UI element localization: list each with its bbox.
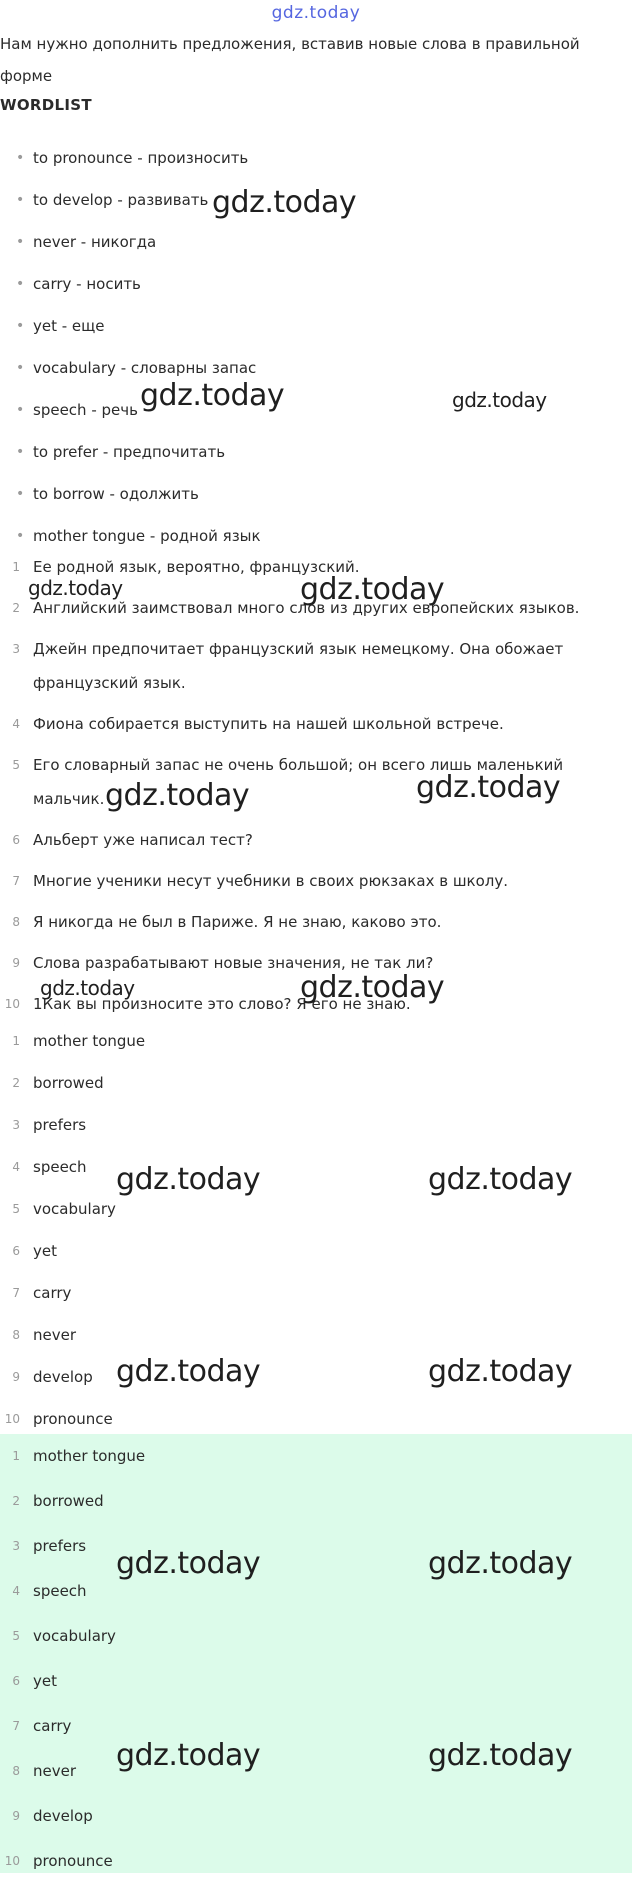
watermark: gdz.today (28, 576, 123, 600)
item-number: 10 (4, 997, 20, 1011)
answer-item (0, 1839, 632, 1884)
translation-item (0, 632, 593, 707)
bullet-icon: • (16, 150, 25, 166)
answer-item (0, 1314, 632, 1356)
wordlist-item-text: never - никогда (33, 233, 157, 251)
item-number: 5 (12, 1629, 20, 1643)
bullet-icon: • (16, 276, 25, 292)
item-number: 6 (12, 833, 20, 847)
translation-text: Многие ученики несут учебники в своих рюкзаках в школу. (33, 872, 509, 890)
answer-text: vocabulary (33, 1200, 116, 1218)
wordlist-item-text: to pronounce - произносить (33, 149, 249, 167)
item-number: 10 (4, 1412, 20, 1426)
answer-item (0, 1614, 632, 1659)
wordlist-item (0, 137, 632, 179)
answer-item (0, 1569, 632, 1614)
answer-text: borrowed (33, 1492, 104, 1510)
watermark: gdz.today (116, 1738, 261, 1773)
item-number: 8 (12, 1764, 20, 1778)
translation-text: 1Как вы произносите это слово? Я его не знаю. (33, 995, 411, 1013)
watermark: gdz.today (212, 185, 357, 220)
item-number: 7 (12, 1719, 20, 1733)
watermark: gdz.today (105, 778, 250, 813)
answer-item (0, 1188, 632, 1230)
wordlist-item (0, 221, 632, 263)
answer-text: speech (33, 1158, 87, 1176)
item-number: 3 (12, 1118, 20, 1132)
answer-text: yet (33, 1242, 57, 1260)
highlighted-answer-list (0, 1434, 632, 1884)
bullet-icon: • (16, 486, 25, 502)
bullet-icon: • (16, 444, 25, 460)
answer-item (0, 1104, 632, 1146)
translation-text: Слова разрабатывают новые значения, не так ли? (33, 954, 434, 972)
watermark: gdz.today (452, 388, 547, 412)
item-number: 10 (4, 1854, 20, 1868)
item-number: 1 (12, 1034, 20, 1048)
watermark: gdz.today (140, 378, 285, 413)
bullet-icon: • (16, 192, 25, 208)
answer-list (0, 1020, 632, 1440)
translation-item (0, 823, 593, 864)
item-number: 5 (12, 1202, 20, 1216)
item-number: 7 (12, 1286, 20, 1300)
watermark: gdz.today (116, 1162, 261, 1197)
wordlist-item-text: mother tongue - родной язык (33, 527, 261, 545)
wordlist-item-text: vocabulary - словарны запас (33, 359, 257, 377)
answer-text: speech (33, 1582, 87, 1600)
wordlist-item (0, 389, 632, 431)
item-number: 4 (12, 1584, 20, 1598)
answer-text: never (33, 1326, 77, 1344)
answer-text: pronounce (33, 1410, 113, 1428)
item-number: 6 (12, 1244, 20, 1258)
item-number: 1 (12, 1449, 20, 1463)
translation-text: Ее родной язык, вероятно, французский. (33, 558, 360, 576)
item-number: 2 (12, 1076, 20, 1090)
answer-item (0, 1020, 632, 1062)
translation-text: Я никогда не был в Париже. Я не знаю, каково это. (33, 913, 442, 931)
wordlist-item (0, 431, 632, 473)
answer-item (0, 1356, 632, 1398)
bullet-icon: • (16, 234, 25, 250)
wordlist-item-text: carry - носить (33, 275, 141, 293)
item-number: 4 (12, 717, 20, 731)
answer-text: borrowed (33, 1074, 104, 1092)
wordlist-item (0, 473, 632, 515)
answer-text: vocabulary (33, 1627, 116, 1645)
item-number: 2 (12, 601, 20, 615)
answer-text: mother tongue (33, 1447, 146, 1465)
answer-item (0, 1794, 632, 1839)
answer-text: yet (33, 1672, 57, 1690)
answer-item (0, 1479, 632, 1524)
wordlist-item-text: to prefer - предпочитать (33, 443, 226, 461)
answer-text: develop (33, 1368, 93, 1386)
wordlist-item-text: to develop - развивать (33, 191, 209, 209)
watermark: gdz.today (428, 1354, 573, 1389)
answer-item (0, 1704, 632, 1749)
answer-text: pronounce (33, 1852, 113, 1870)
translation-item (0, 550, 593, 591)
translation-text: Его словарный запас не очень большой; он всего лишь маленький мальчик. (33, 756, 564, 808)
watermark: gdz.today (116, 1354, 261, 1389)
watermark: gdz.today (416, 770, 561, 805)
item-number: 3 (12, 1539, 20, 1553)
translation-list (0, 550, 632, 1028)
translation-text: Альберт уже написал тест? (33, 831, 253, 849)
answer-item (0, 1524, 632, 1569)
item-number: 2 (12, 1494, 20, 1508)
wordlist-heading: WORDLIST (0, 96, 92, 114)
watermark: gdz.today (428, 1546, 573, 1581)
item-number: 9 (12, 1809, 20, 1823)
translation-item (0, 707, 593, 748)
watermark: gdz.today (300, 572, 445, 607)
item-number: 7 (12, 874, 20, 888)
task-instructions: Нам нужно дополнить предложения, вставив новые слова в правильной форме (0, 35, 580, 85)
item-number: 1 (12, 560, 20, 574)
bullet-icon: • (16, 318, 25, 334)
bullet-icon: • (16, 528, 25, 544)
bullet-icon: • (16, 360, 25, 376)
item-number: 9 (12, 1370, 20, 1384)
site-logo[interactable]: gdz.today (271, 3, 361, 23)
item-number: 8 (12, 915, 20, 929)
answer-text: develop (33, 1807, 93, 1825)
answer-item (0, 1062, 632, 1104)
translation-item (0, 864, 593, 905)
wordlist-item-text: speech - речь (33, 401, 138, 419)
answer-item (0, 1434, 632, 1479)
answer-text: mother tongue (33, 1032, 146, 1050)
wordlist-item-text: to borrow - одолжить (33, 485, 199, 503)
wordlist-item (0, 179, 632, 221)
answer-item (0, 1749, 632, 1794)
translation-text: Фиона собирается выступить на нашей школьной встрече. (33, 715, 504, 733)
item-number: 9 (12, 956, 20, 970)
translation-item (0, 946, 593, 987)
item-number: 4 (12, 1160, 20, 1174)
wordlist-item (0, 305, 632, 347)
watermark: gdz.today (428, 1162, 573, 1197)
answer-item (0, 1230, 632, 1272)
item-number: 8 (12, 1328, 20, 1342)
watermark: gdz.today (40, 976, 135, 1000)
wordlist-item-text: yet - еще (33, 317, 105, 335)
translation-text: Английский заимствовал много слов из других европейских языков. (33, 599, 580, 617)
wordlist (0, 137, 632, 557)
wordlist-item (0, 263, 632, 305)
item-number: 6 (12, 1674, 20, 1688)
item-number: 3 (12, 642, 20, 656)
answer-item (0, 1272, 632, 1314)
answer-text: prefers (33, 1116, 87, 1134)
answer-item (0, 1146, 632, 1188)
translation-item (0, 591, 593, 632)
answer-text: carry (33, 1717, 72, 1735)
watermark: gdz.today (428, 1738, 573, 1773)
translation-item (0, 905, 593, 946)
watermark: gdz.today (116, 1546, 261, 1581)
item-number: 5 (12, 758, 20, 772)
wordlist-item (0, 347, 632, 389)
watermark: gdz.today (300, 970, 445, 1005)
answer-text: never (33, 1762, 77, 1780)
translation-item (0, 748, 593, 823)
answer-text: prefers (33, 1537, 87, 1555)
answer-item (0, 1659, 632, 1704)
bullet-icon: • (16, 402, 25, 418)
translation-text: Джейн предпочитает французский язык немецкому. Она обожает французский язык. (33, 640, 564, 692)
answer-text: carry (33, 1284, 72, 1302)
